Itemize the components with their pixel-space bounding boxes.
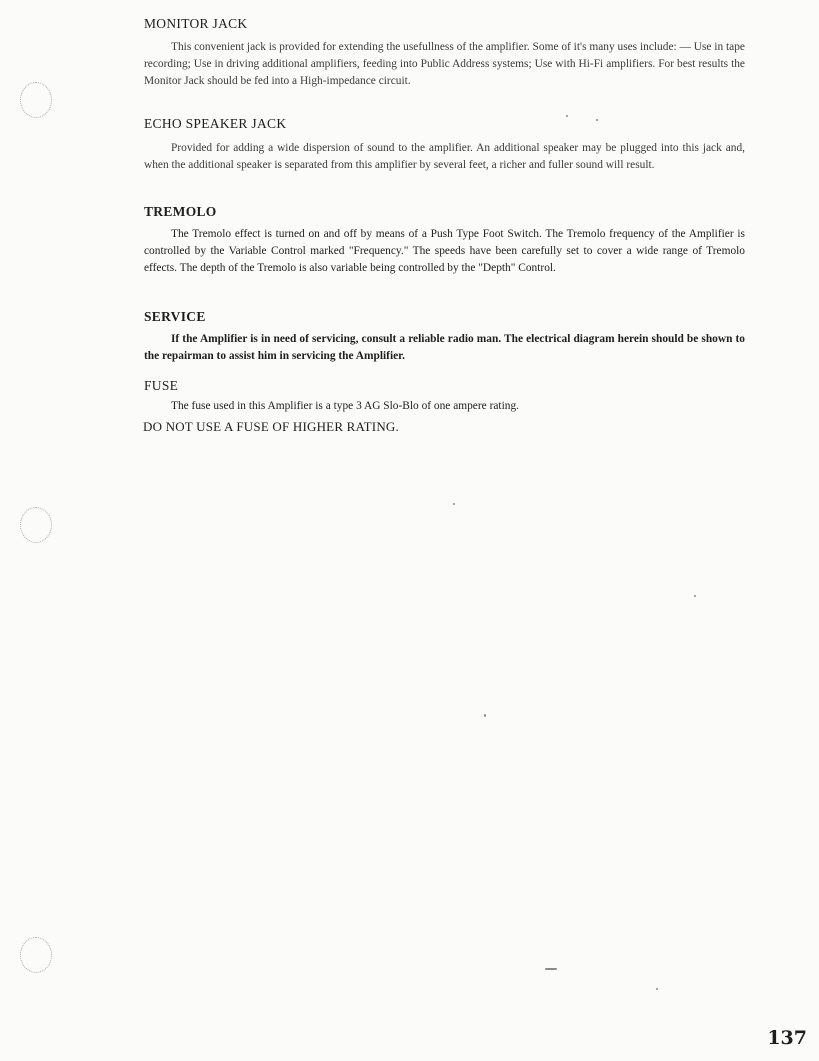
punch-hole-mark-middle bbox=[20, 507, 52, 543]
scan-speck bbox=[694, 595, 696, 597]
punch-hole-mark-top bbox=[20, 82, 52, 118]
fuse-warning: DO NOT USE A FUSE OF HIGHER RATING. bbox=[143, 419, 399, 434]
scan-speck bbox=[453, 503, 455, 505]
scan-speck bbox=[596, 119, 598, 121]
tremolo-text: The Tremolo effect is turned on and off by means of a Push Type Foot Switch. The Tremolo frequency of the Amplifier is controlled by the Variable Control marked "Frequency." The speeds have been carefully set to cover a wide range of Tremolo effects. The depth of the Tremolo is also variable being controlled by the "Depth" Control. bbox=[144, 228, 745, 275]
monitor-jack-heading: MONITOR JACK bbox=[144, 16, 248, 31]
tremolo-heading: TREMOLO bbox=[144, 204, 217, 219]
scan-speck bbox=[656, 988, 658, 990]
scan-speck bbox=[545, 968, 557, 970]
fuse-heading: FUSE bbox=[144, 378, 179, 393]
echo-speaker-jack-heading: ECHO SPEAKER JACK bbox=[144, 116, 287, 131]
echo-speaker-jack-text: Provided for adding a wide dispersion of sound to the amplifier. An additional speaker may be plugged into this jack and, when the additional speaker is separated from this amplifier by several feet, a richer and fuller sound will result. bbox=[144, 142, 745, 172]
scan-speck bbox=[566, 115, 568, 117]
page-number: 137 bbox=[767, 1027, 807, 1049]
punch-hole-mark-bottom bbox=[20, 937, 52, 973]
monitor-jack-text: This convenient jack is provided for extending the usefullness of the amplifier. Some of it's many uses include: — Use in tape recording; Use in driving additional amplifiers, feeding into Public Address systems; Use with Hi-Fi amplifiers. For best results the Monitor Jack should be fed into a High-impedance circuit. bbox=[144, 41, 745, 88]
service-heading: SERVICE bbox=[144, 309, 206, 324]
fuse-text: The fuse used in this Amplifier is a type 3 AG Slo-Blo of one ampere rating. bbox=[171, 400, 519, 412]
scan-speck bbox=[484, 714, 486, 717]
service-text: If the Amplifier is in need of servicing, consult a reliable radio man. The electrical diagram herein should be shown to the repairman to assist him in servicing the Amplifier. bbox=[144, 333, 745, 363]
